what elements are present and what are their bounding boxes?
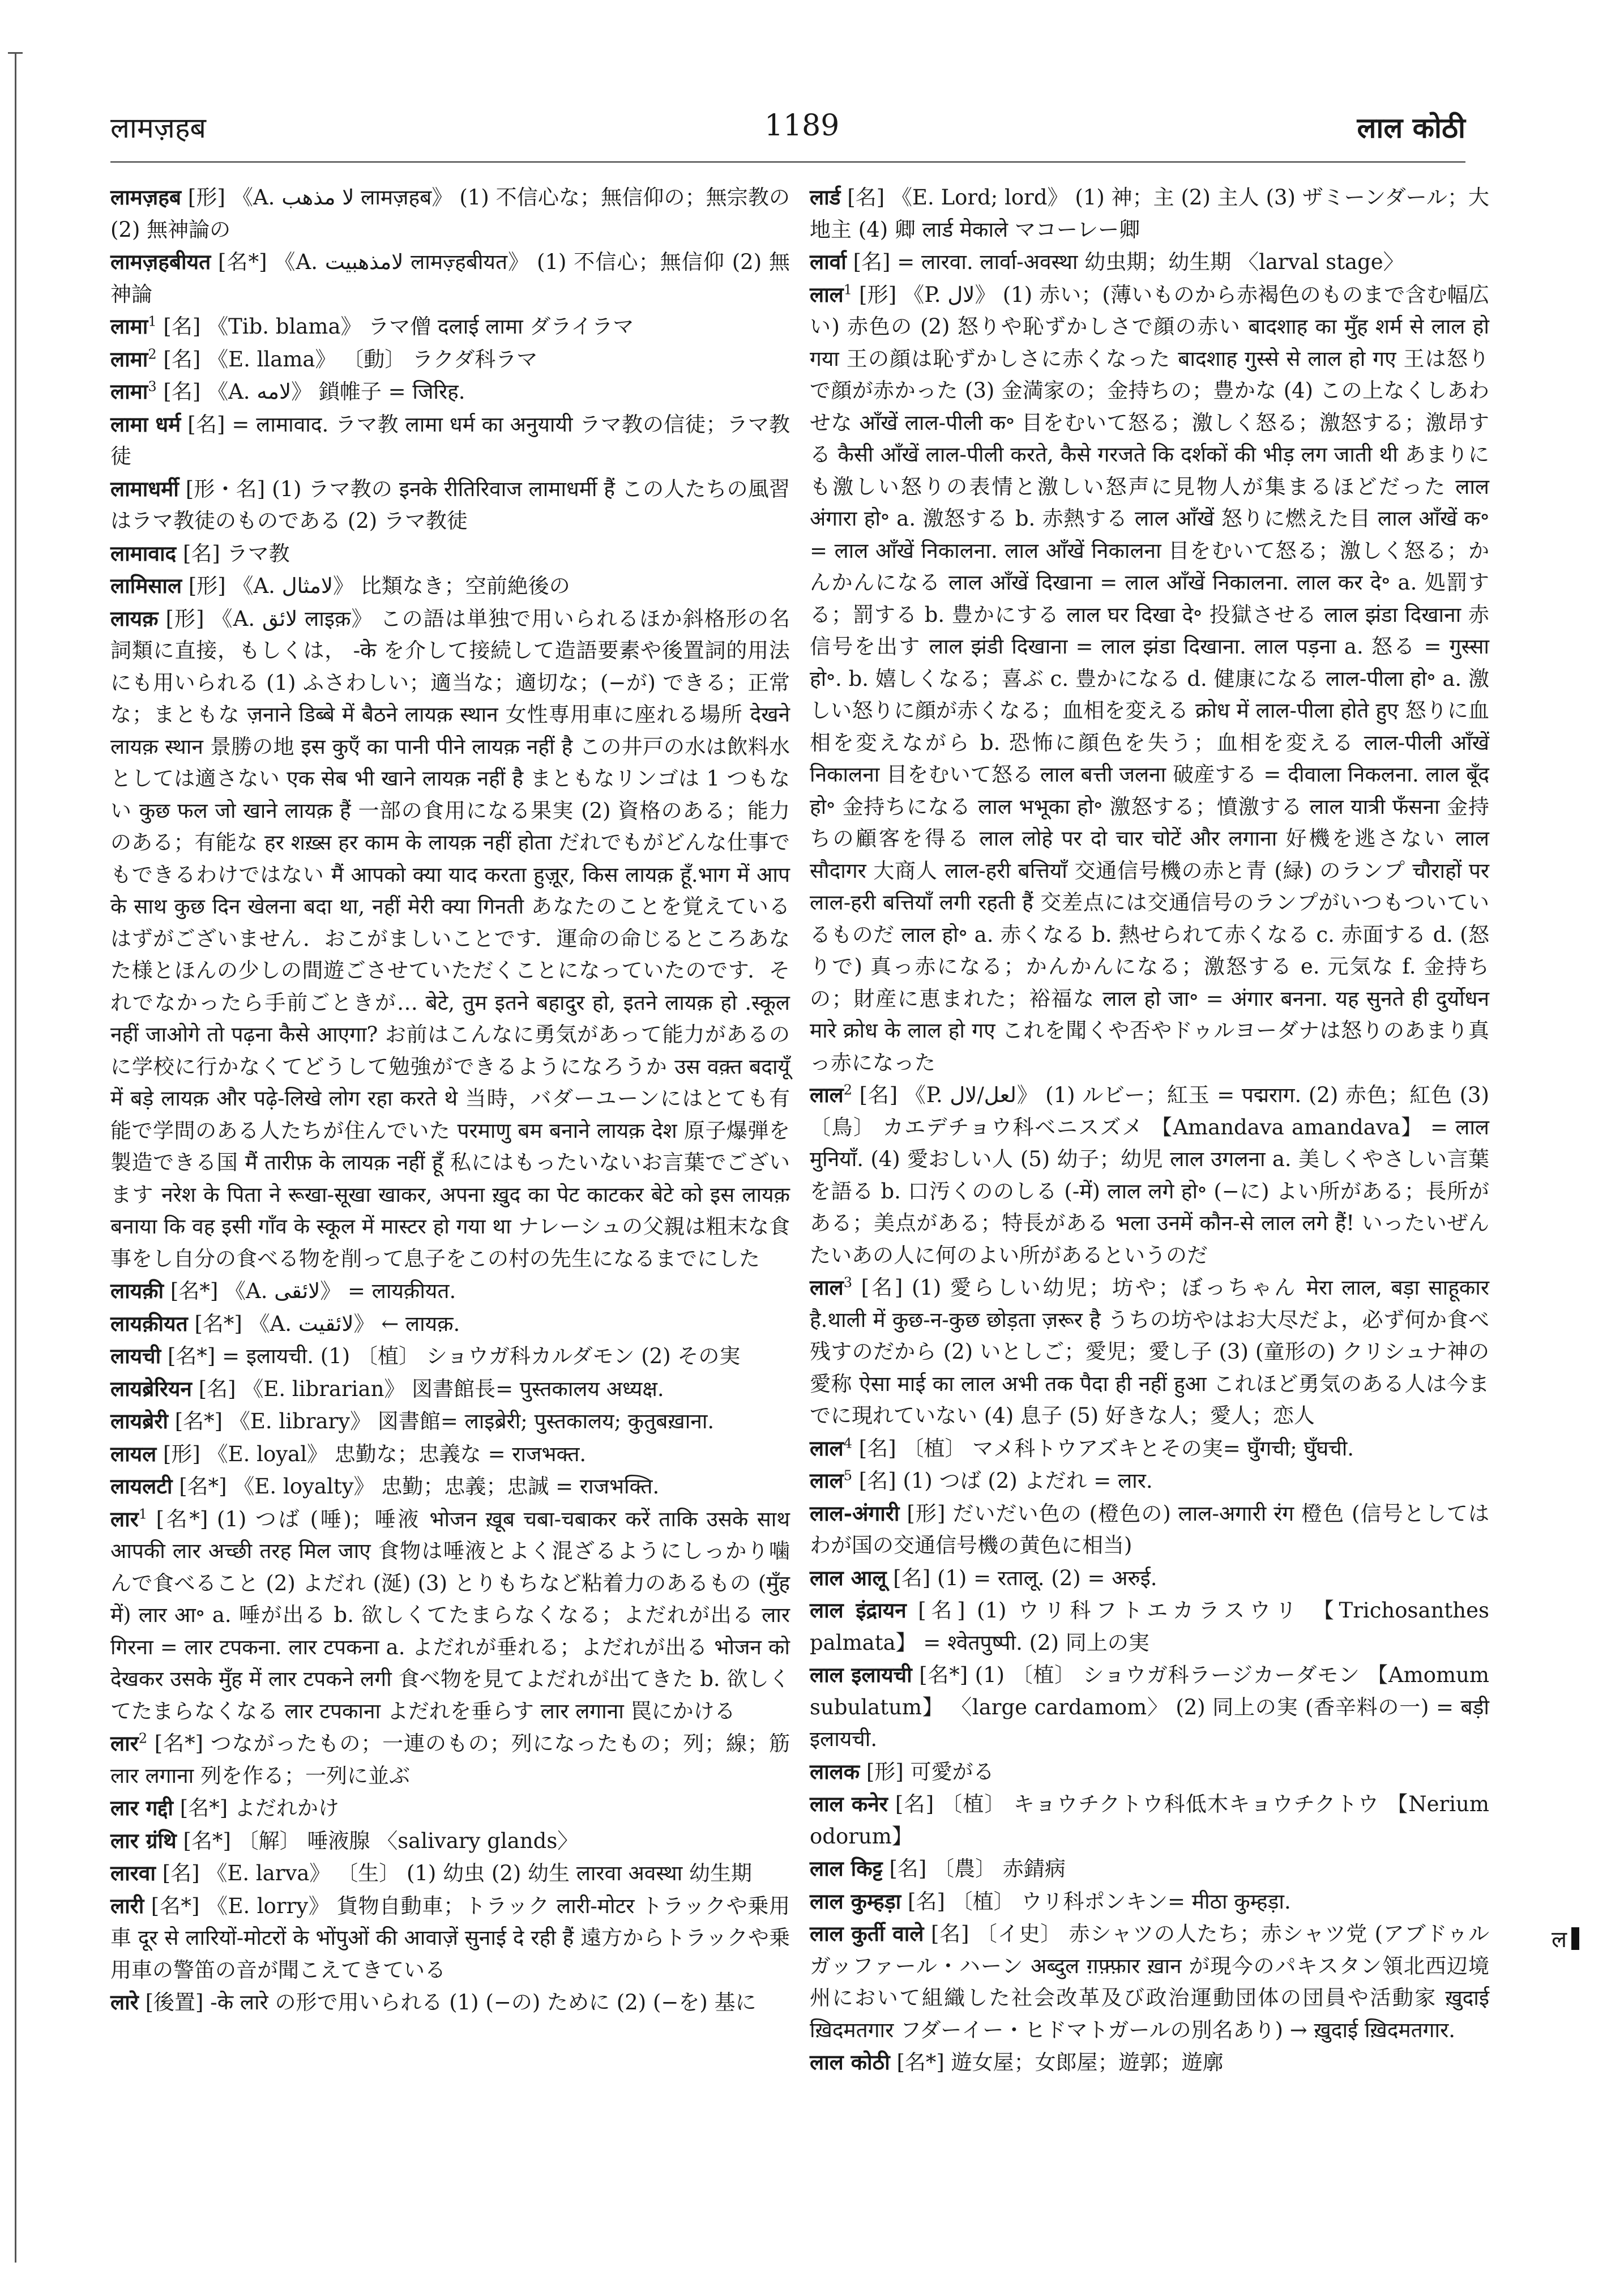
thumb-index-tab: [1552, 1923, 1579, 1954]
entry-headword: लालक: [810, 1759, 860, 1784]
entry-definition: [名*] (1) 〔植〕 ショウガ科ラージカーダモン 【Amomum subulatum】 〈large cardamom〉 (2) 同上の実 (香辛料の一) = बड़ी इलायची.: [810, 1663, 1489, 1751]
entry-definition: [後置] -के लारे の形で用いられる (1) (−の) ために (2) (−を) 基に: [138, 1990, 757, 2014]
entry-definition: [形] 《A. لائق लाइक़》 この語は単独で用いられるほか斜格形の名詞類に直接，もしくは， -के を介して接続して造語要素や後置詞的用法にも用いられる (1) ふさわしい；適当な；適切な；(−が) できる；正常な；まともな ज़नाने डिब्बे में बैठने लायक़ स्थान 女性専用車に座れる場所 देखने लायक़ स्थान 景勝の地 इस कुएँ का पानी पीने लायक़ नहीं है この井戸の水は飲料水としては適さない एक सेब भी खाने लायक़ नहीं है まともなリンゴは 1 つもない कुछ फल जो खाने लायक़ हैं 一部の食用になる果実 (2) 資格のある；能力のある；有能な हर शख़्स हर काम के लायक़ नहीं होता だれでもがどんな仕事でもできるわけではない मैं आपको क्या याद करता हुज़ूर, किस लायक़ हूँ.भाग में आप के साथ कुछ दिन खेलना बदा था, नहीं मेरी क्या गिनती あなたのことを覚えているはずがございません．おこがましいことです．運命の命じるところあなた様とほんの少しの間遊ごさせていただくことになっていたのです．それでなかったら手前ごときが… बेटे, तुम इतने बहादुर हो, इतने लायक़ हो .स्कूल नहीं जाओगे तो पढ़ना कैसे आएगा? お前はこんなに勇気があって能力があるのに学校に行かなくてどうして勉強ができるようになろうか उस वक़्त बदायूँ में बड़े लायक़ और पढ़े-लिखे लोग रहा करते थे 当時，バダーユーンにはとても有能で学問のある人たちが住んでいた परमाणु बम बनाने लायक़ देश 原子爆弾を製造できる国 मैं तारीफ़ के लायक़ नहीं हूँ 私にはもったいないお言葉でございます नरेश के पिता ने रूखा-सूखा खाकर, अपना ख़ुद का पेट काटकर बेटे को इस लायक़ बनाया कि वह इसी गाँव के स्कूल में मास्टर हो गया था ナレーシュの父親は粗末な食事をし自分の食べる物を削って息子をこの村の先生になるまでにした: [110, 606, 790, 1271]
running-header: [110, 108, 1465, 159]
entry-headword: लार्ड: [810, 185, 841, 210]
dictionary-entry: [110, 1373, 790, 1406]
dictionary-entry: [810, 1918, 1489, 2046]
entry-definition: [名] 〔農〕 赤錆病: [882, 1856, 1066, 1881]
entry-definition: [形] 《E. loyal》 忠勤な；忠義な = राजभक्त.: [156, 1441, 587, 1466]
dictionary-entry: [810, 1659, 1489, 1756]
entry-definition: [名] 〔植〕 マメ科トウアズキとその実= घुँगची; घुँघची.: [852, 1436, 1354, 1461]
homograph-number: 1: [138, 1506, 148, 1522]
entry-headword: लायलटी: [110, 1474, 173, 1499]
entry-definition: [名] 〔植〕 キョウチクトウ科低木キョウチクトウ 【Nerium odorum】: [810, 1792, 1489, 1849]
entry-headword: लार ग्रंथि: [110, 1828, 177, 1853]
entry-headword: लामज़हबीयत: [110, 249, 211, 274]
dictionary-entry: [110, 375, 790, 408]
dictionary-entry: [110, 343, 790, 376]
dictionary-entry: [810, 1562, 1489, 1595]
dictionary-entry: [810, 1853, 1489, 1885]
entry-headword: लायल: [110, 1441, 157, 1466]
entry-definition: [名*] 《A. لائقی》 = लायक़ीयत.: [164, 1279, 456, 1303]
entry-headword: लायची: [110, 1343, 161, 1368]
dictionary-entry: [110, 1890, 790, 1987]
entry-definition: [名*] (1) つば (唾)；唾液 भोजन ख़ूब चबा-चबाकर करें ताकि उसके साथ आपकी लार अच्छी तरह मिल जाए 食物は唾液とよく混ざるようにしっかり噛んで食べること (2) よだれ (涎) (3) とりもちなど粘着力のあるもの (मुँह में) लार आ॰ a. 唾が出る b. 欲しくてたまらなくなる；よだれが出る लार गिरना = लार टपकना. लार टपकना a. よだれが垂れる；よだれが出る भोजन को देखकर उसके मुँह में लार टपकने लगी 食べ物を見てよだれが出てきた b. 欲しくてたまらなくなる लार टपकाना よだれを垂らす लार लगाना 罠にかける: [110, 1506, 790, 1723]
entry-headword: लायक़ी: [110, 1278, 164, 1303]
homograph-number: 3: [843, 1274, 853, 1291]
dictionary-entry: [810, 279, 1489, 1079]
dictionary-entry: [110, 1308, 790, 1341]
entry-definition: [名*] = इलायची. (1) 〔植〕 ショウガ科カルダモン (2) その実: [161, 1344, 741, 1368]
dictionary-entry: [810, 1079, 1489, 1271]
right-running-head: लाल कोठी: [1357, 111, 1465, 144]
entry-definition: [名*] 遊女屋；女郎屋；遊郭；遊廓: [890, 2050, 1224, 2075]
dictionary-entry: [110, 1340, 790, 1373]
dictionary-entry: [810, 1465, 1489, 1497]
entry-headword: लाल कनेर: [810, 1791, 888, 1816]
entry-headword: लायक़: [110, 605, 159, 631]
entry-headword: लायब्रेरी: [110, 1409, 168, 1433]
entry-headword: लारवा: [110, 1860, 156, 1885]
entry-definition: [名] 〔植〕 ウリ科ポンキン= मीठा कुम्हड़ा.: [901, 1889, 1291, 1914]
entry-headword: लार गद्दी: [110, 1795, 174, 1820]
dictionary-entry: [810, 1756, 1489, 1789]
entry-headword: लाल: [810, 1275, 844, 1300]
thumb-index-letter: ल: [1552, 1927, 1567, 1953]
entry-definition: [名] 《E. librarian》 図書館長= पुस्तकालय अध्यक्ष.: [191, 1376, 664, 1401]
entry-headword: लाल: [810, 1468, 844, 1493]
homograph-number: 1: [843, 281, 853, 298]
entry-headword: लामावाद: [110, 540, 177, 566]
dictionary-entry: [810, 1788, 1489, 1853]
dictionary-entry: [810, 1885, 1489, 1918]
dictionary-entry: [110, 1405, 790, 1438]
homograph-number: 2: [148, 346, 157, 362]
entry-headword: लामा: [110, 346, 148, 372]
dictionary-entry: [810, 2046, 1489, 2079]
dictionary-entry: [110, 1792, 790, 1825]
dictionary-entry: [110, 181, 790, 246]
entry-definition: [名] (1) = रतालू. (2) = अरुई.: [886, 1565, 1157, 1590]
right-column: [810, 181, 1489, 2079]
entry-definition: [名*] 《A. لائقیت》 ← लायक़.: [187, 1311, 460, 1336]
dictionary-entry: [110, 246, 790, 310]
entry-headword: लामा धर्म: [110, 411, 181, 437]
margin-rule-cap: [8, 52, 23, 54]
entry-definition: [形] 《P. لال》 (1) 赤い；(薄いものから赤褐色のものまで含む幅広い) 赤色の (2) 怒りや恥ずかしさで顔の赤い बादशाह का मुँह शर्म से लाल हो गया 王の顔は恥ずかしさに赤くなった बादशाह गुस्से से लाल हो गए 王は怒りで顔が赤かった (3) 金満家の；金持ちの；豊かな (4) この上なくしあわせな आँखें लाल-पीली क॰ 目をむいて怒る；激しく怒る；激怒する；激昂する कैसी आँखें लाल-पीली करते, कैसे गरजते कि दर्शकों की भीड़ लग जाती थी あまりにも激しい怒りの表情と激しい怒声に見物人が集まるほどだった लाल अंगारा हो॰ a. 激怒する b. 赤熱する लाल आँखें 怒りに燃えた目 लाल आँखें क॰ = लाल आँखें निकालना. लाल आँखें निकालना 目をむいて怒る；激しく怒る；かんかんになる लाल आँखें दिखाना = लाल आँखें निकालना. लाल कर दे॰ a. 処罰する；罰する b. 豊かにする लाल घर दिखा दे॰ 投獄させる लाल झंडा दिखाना 赤信号を出す लाल झंडी दिखाना = लाल झंडा दिखाना. लाल पड़ना a. 怒る = गुस्सा हो॰. b. 嬉しくなる；喜ぶ c. 豊かになる d. 健康になる लाल-पीला हो॰ a. 激しい怒りに顔が赤くなる；血相を変える क्रोध में लाल-पीला होते हुए 怒りに血相を変えながら b. 恐怖に顔色を失う；血相を変える लाल-पीली आँखें निकालना 目をむいて怒る लाल बत्ती जलना 破産する = दीवाला निकलना. लाल बूँद हो॰ 金持ちになる लाल भभूका हो॰ 激怒する；憤激する लाल यात्री फँसना 金持ちの顧客を得る लाल लोहे पर दो चार चोटें और लगाना 好機を逃さない लाल सौदागर 大商人 लाल-हरी बत्तियाँ 交通信号機の赤と青 (緑) のランプ चौराहों पर लाल-हरी बत्तियाँ लगी रहती हैं 交差点には交通信号のランプがいつもついているものだ लाल हो॰ a. 赤くなる b. 熱せられて赤くなる c. 赤面する d. (怒りで) 真っ赤になる；かんかんになる；激怒する e. 元気な f. 金持ちの；財産に恵まれた；裕福な लाल हो जा॰ = अंगार बनना. यह सुनते ही दुर्योधन मारे क्रोध के लाल हो गए これを聞くや否やドゥルヨーダナは怒りのあまり真っ赤になった: [810, 282, 1489, 1075]
dictionary-entry: [810, 246, 1489, 279]
margin-rule: [15, 54, 16, 2263]
page-number: 1189: [764, 109, 840, 143]
entry-definition: [名*] 〔解〕 唾液腺 〈salivary glands〉: [176, 1828, 579, 1853]
dictionary-entry: [110, 473, 790, 537]
entry-headword: लाल आलू: [810, 1565, 887, 1590]
dictionary-entry: [110, 1275, 790, 1308]
entry-headword: लाल किट्ट: [810, 1856, 883, 1881]
entry-headword: लाल: [810, 281, 844, 307]
dictionary-entry: [110, 408, 790, 473]
left-column: [110, 181, 790, 2019]
homograph-number: 1: [148, 313, 157, 330]
entry-definition: [名] (1) つば (2) よだれ = लार.: [852, 1469, 1153, 1493]
entry-definition: [名] 《E. Lord; lord》 (1) 神；主 (2) 主人 (3) ザミーンダール；大地主 (4) 卿 लार्ड मेकाले マコーレー卿: [810, 185, 1489, 242]
entry-headword: लारे: [110, 1990, 139, 2014]
dictionary-entry: [810, 1594, 1489, 1659]
dictionary-entry: [110, 1825, 790, 1858]
entry-definition: [名*] つながったもの；一連のもの；列になったもの；列；線；筋 लार लगाना 列を作る；一列に並ぶ: [110, 1731, 790, 1788]
entry-headword: लार: [110, 1731, 139, 1756]
entry-headword: लामाधर्मी: [110, 476, 179, 501]
left-running-head: लामज़हब: [110, 112, 206, 144]
entry-definition: [名] 《E. llama》 〔動〕 ラクダ科ラマ: [156, 347, 538, 372]
entry-definition: [名*] 《E. library》 図書館= लाइब्रेरी; पुस्तकालय; कुतुबख़ाना.: [168, 1409, 715, 1433]
entry-headword: लाल-अंगारी: [810, 1500, 900, 1526]
entry-definition: [名*] 《E. lorry》 貨物自動車；トラック लारी-मोटर トラックや乗用車 दूर से लारियों-मोटरों के भोंपुओं की आवाज़ें सुनाई दे रही हैं 遠方からトラックや乗用車の警笛の音が聞こえてきている: [110, 1893, 790, 1982]
dictionary-entry: [110, 1727, 790, 1792]
entry-headword: लाल कुम्हड़ा: [810, 1888, 901, 1914]
dictionary-entry: [110, 1986, 790, 2019]
entry-definition: [名*] 《E. loyalty》 忠勤；忠義；忠誠 = राजभक्ति.: [172, 1474, 660, 1499]
dictionary-entry: [810, 1271, 1489, 1432]
entry-headword: लामा: [110, 379, 148, 404]
entry-definition: [形] 可愛がる: [860, 1759, 994, 1784]
entry-headword: लाल इलायची: [810, 1662, 912, 1687]
homograph-number: 4: [843, 1435, 853, 1452]
dictionary-entry: [110, 310, 790, 343]
entry-definition: [名] 《E. larva》 〔生〕 (1) 幼虫 (2) 幼生 लारवा अवस्था 幼生期: [155, 1861, 753, 1885]
entry-headword: लायब्रेरियन: [110, 1376, 192, 1401]
entry-definition: [名] (1) 愛らしい幼児；坊や；ぼっちゃん मेरा लाल, बड़ा साहूकार है.थाली में कुछ-न-कुछ छोड़ता ज़रूर है うちの坊やはお大尽だよ，必ず何か食べ残すのだから (2) いとしご；愛児；愛し子 (3) (童形の) クリシュナ神の愛称 ऐसा माई का लाल अभी तक पैदा ही नहीं हुआ これほど勇気のある人は今までに現れていない (4) 息子 (5) 好きな人；愛人；恋人: [810, 1275, 1489, 1428]
dictionary-entry: [810, 1432, 1489, 1465]
entry-headword: लार: [110, 1506, 139, 1531]
dictionary-entry: [110, 1470, 790, 1503]
entry-definition: [名] 〔イ史〕 赤シャツの人たち；赤シャツ党 (アブドゥルガッファール・ハーン अब्दुल ग़फ़्फ़ार ख़ान が現今のパキスタン領北西辺境州において組織した社会改革及び政治運動団体の団員や活動家 ख़ुदाई ख़िदमतगार フダーイー・ヒドマトガールの別名あり) → ख़ुदाई ख़िदमतगार.: [810, 1922, 1489, 2042]
entry-definition: [形・名] (1) ラマ教の इनके रीतिरिवाज लामाधर्मी हैं この人たちの風習はラマ教徒のものである (2) ラマ教徒: [110, 476, 790, 533]
dictionary-entry: [110, 570, 790, 603]
homograph-number: 2: [138, 1730, 148, 1747]
homograph-number: 2: [843, 1082, 853, 1098]
entry-definition: [名*] よだれかけ: [173, 1796, 339, 1820]
entry-definition: [名] = लामावाद. ラマ教 लामा धर्म का अनुयायी ラマ教の信徒；ラマ教徒: [110, 412, 790, 468]
entry-definition: [名] 《P. لعل/لال》 (1) ルビー；紅玉 = पद्मराग. (2) 赤色；紅色 (3) 〔鳥〕 カエデチョウ科ベニスズメ 【Amandava amandava】 = लाल मुनियाँ. (4) 愛おしい人 (5) 幼子；幼児 लाल उगलना a. 美しくやさしい言葉を語る b. 口汚くののしる (-में) लाल लगे हो॰ (−に) よい所がある；長所がある；美点がある；特長がある भला उनमें कौन-से लाल लगे हैं! いったいぜんたいあの人に何のよい所があるというのだ: [810, 1083, 1489, 1267]
entry-definition: [名] 《Tib. blama》 ラマ僧 दलाई लामा ダライラマ: [156, 314, 634, 339]
entry-definition: [形] 《A. لامثال》 比類なき；空前絶後の: [182, 574, 570, 598]
homograph-number: 3: [148, 378, 157, 395]
dictionary-entry: [810, 1497, 1489, 1562]
entry-headword: लामज़हब: [110, 185, 182, 210]
dictionary-entry: [110, 603, 790, 1275]
entry-headword: लामा: [110, 314, 148, 339]
dictionary-entry: [110, 1857, 790, 1890]
header-divider: [110, 161, 1465, 163]
dictionary-entry: [810, 181, 1489, 246]
entry-headword: लाल: [810, 1435, 844, 1461]
entry-headword: लारी: [110, 1893, 144, 1918]
entry-headword: लाल कुर्ती वाले: [810, 1921, 924, 1946]
homograph-number: 5: [843, 1467, 853, 1484]
entry-definition: [名] = लारवा. लार्वा-अवस्था 幼虫期；幼生期 〈larval stage〉: [846, 250, 1404, 274]
entry-headword: लाल इंद्रायन: [810, 1598, 907, 1623]
entry-headword: लार्वा: [810, 249, 847, 274]
entry-definition: [名] (1) ウリ科フトエカラスウリ 【Trichosanthes palmata】 = श्वेतपुष्पी. (2) 同上の実: [810, 1598, 1489, 1655]
dictionary-entry: [110, 1503, 790, 1728]
entry-definition: [名] 《A. لامه》 鎖帷子 = जिरिह.: [156, 379, 465, 404]
dictionary-entry: [110, 537, 790, 570]
dictionary-entry: [110, 1438, 790, 1471]
entry-definition: [名] ラマ教: [176, 541, 290, 566]
entry-headword: लायक़ीयत: [110, 1311, 188, 1336]
entry-definition: [名*] 《A. لامذهبیت लामज़्हबीयत》 (1) 不信心；無信仰 (2) 無神論: [110, 250, 790, 306]
entry-definition: [形] だいだい色の (橙色の) लाल-अगारी रंग 橙色 (信号としてはわが国の交通信号機の黄色に相当): [810, 1501, 1489, 1557]
entry-headword: लाल: [810, 1082, 844, 1107]
entry-definition: [形] 《A. لا مذهب लामज़हब》 (1) 不信心な；無信仰の；無宗教の (2) 無神論の: [110, 185, 790, 242]
entry-headword: लामिसाल: [110, 573, 182, 598]
thumb-index-bar: [1571, 1927, 1579, 1950]
entry-headword: लाल कोठी: [810, 2050, 890, 2075]
